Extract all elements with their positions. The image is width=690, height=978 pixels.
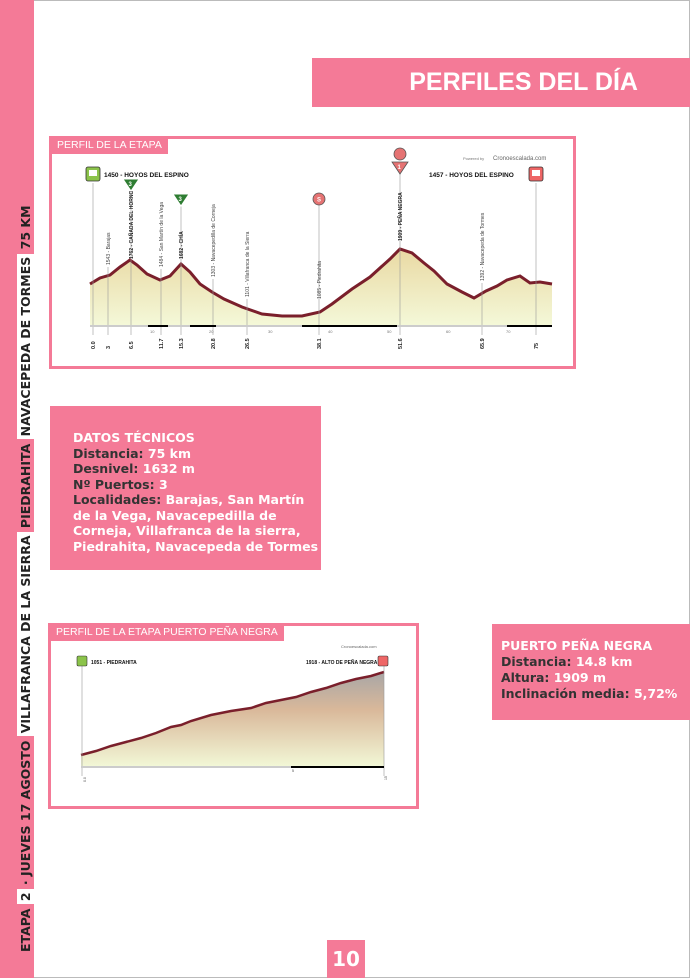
climb-finish-name: 1918 - ALTO DE PEÑA NEGRA bbox=[306, 660, 378, 666]
climb-profile-chart bbox=[51, 626, 416, 806]
stage-distance: 75 KM bbox=[18, 205, 33, 250]
km-label: 20.8 bbox=[211, 338, 217, 349]
svg-text:1: 1 bbox=[397, 165, 401, 171]
axis-tick-40: 40 bbox=[328, 329, 333, 334]
axis-tick-10: 10 bbox=[150, 329, 155, 334]
page-title: PERFILES DEL DÍA bbox=[409, 68, 638, 96]
stage-profile-chart bbox=[52, 139, 573, 366]
brand-text: Cronoescalada.com bbox=[493, 156, 547, 162]
climb-distance-row: Distancia: 14.8 km bbox=[501, 654, 633, 669]
tech-localidades-line: Corneja, Villafranca de la sierra, bbox=[73, 523, 301, 538]
tech-localidades-line: Piedrahita, Navacepeda de Tormes bbox=[73, 538, 319, 554]
climb-altura-row: Altura: 1909 m bbox=[501, 670, 606, 685]
km-label: 15.3 bbox=[179, 338, 185, 349]
stage-profile-box bbox=[49, 136, 576, 369]
place-label: 1484 - San Martín de la Vega bbox=[159, 201, 165, 267]
climb-start-flag-icon bbox=[77, 656, 87, 666]
climb-inclination-row: Inclinación media: 5,72% bbox=[501, 686, 678, 701]
start-flag-icon bbox=[86, 167, 100, 181]
km-label: 26.5 bbox=[245, 338, 251, 349]
stage-date: · JUEVES 17 AGOSTO bbox=[18, 740, 33, 886]
svg-text:S: S bbox=[317, 197, 322, 204]
place-label: 1303 - Navacepedilla de Corneja bbox=[211, 204, 217, 277]
stage-label: ETAPA bbox=[18, 908, 33, 952]
axis-tick-50: 50 bbox=[387, 329, 392, 334]
climb-profile-box bbox=[48, 623, 419, 809]
svg-text:3: 3 bbox=[178, 197, 182, 203]
tech-localidades-row: Localidades: Barajas, San Martín bbox=[73, 492, 305, 507]
climb-km-end: 15 bbox=[384, 776, 388, 780]
place-label: 1392 - Navacepeda de Tormes bbox=[480, 212, 486, 281]
climb-finish-badge-icon bbox=[378, 656, 388, 666]
climb-info-panel bbox=[492, 624, 690, 720]
stage-finish-name: 1457 - HOYOS DEL ESPINO bbox=[429, 172, 514, 179]
tech-desnivel-row: Desnivel: 1632 m bbox=[73, 461, 195, 476]
km-label: 65.9 bbox=[480, 338, 486, 349]
axis-tick-60: 60 bbox=[446, 329, 451, 334]
axis-tick-70: 70 bbox=[506, 329, 511, 334]
km-label: 3 bbox=[106, 345, 112, 349]
tech-distance-row: Distancia: 75 km bbox=[73, 445, 191, 461]
sprint-badge-icon bbox=[313, 193, 325, 205]
svg-text:3: 3 bbox=[128, 182, 132, 188]
peak-badge-icon bbox=[392, 148, 408, 174]
header-banner bbox=[312, 58, 690, 107]
km-label: 51.6 bbox=[398, 338, 404, 349]
place-label: 1085 - Piedrahita bbox=[317, 260, 323, 299]
tech-title: DATOS TÉCNICOS bbox=[73, 430, 195, 445]
sidebar-stage-info bbox=[17, 205, 34, 952]
climb-badge-icon bbox=[173, 194, 189, 206]
km-label: 11.7 bbox=[159, 338, 165, 349]
climb-km-start: 0.0 bbox=[83, 777, 87, 782]
stage-via: PIEDRAHITA bbox=[18, 443, 33, 529]
technical-data-panel bbox=[50, 406, 321, 570]
km-label: 38.1 bbox=[317, 338, 323, 349]
climb-info-title: PUERTO PEÑA NEGRA bbox=[501, 638, 653, 653]
climb-brand-text: Cronoescalada.com bbox=[341, 644, 377, 649]
stage-number: 2 bbox=[17, 889, 34, 904]
axis-tick-30: 30 bbox=[268, 329, 273, 334]
stage-start: VILLAFRANCA DE LA SIERRA bbox=[17, 532, 34, 736]
tech-puertos-row: Nº Puertos: 3 bbox=[73, 476, 168, 492]
climb-badge-icon bbox=[123, 179, 139, 191]
place-label-bold: 1762 - CAÑADA DEL HORNO bbox=[129, 190, 135, 259]
climb-profile-label: PERFIL DE LA ETAPA PUERTO PEÑA NEGRA bbox=[48, 623, 284, 641]
place-label: 1543 - Barajas bbox=[106, 232, 112, 265]
climb-start-name: 1051 - PIEDRAHITA bbox=[91, 660, 137, 666]
climb-km-mid: 5 bbox=[292, 769, 294, 773]
stage-finish: NAVACEPEDA DE TORMES bbox=[17, 254, 34, 440]
tech-localidades-line: de la Vega, Navacepedilla de bbox=[73, 507, 277, 523]
stage-start-name: 1450 - HOYOS DEL ESPINO bbox=[104, 172, 189, 179]
powered-by-text: Powered by bbox=[463, 156, 485, 161]
place-label: 1101 - Villafranca de la Sierra bbox=[245, 231, 251, 297]
stage-profile-label: PERFIL DE LA ETAPA bbox=[49, 136, 168, 154]
axis-tick-20: 20 bbox=[209, 329, 214, 334]
km-label: 6.5 bbox=[129, 341, 135, 349]
km-label: 0.0 bbox=[91, 341, 97, 349]
page-number: 10 bbox=[327, 940, 365, 978]
finish-flag-icon bbox=[529, 167, 543, 181]
place-label-bold: 1682 - CHÍA bbox=[179, 231, 185, 259]
place-label-bold: 1909 - PEÑA NEGRA bbox=[398, 192, 404, 241]
climb-elevation-area bbox=[81, 672, 384, 766]
km-label: 75 bbox=[534, 342, 540, 349]
sidebar bbox=[0, 0, 34, 978]
